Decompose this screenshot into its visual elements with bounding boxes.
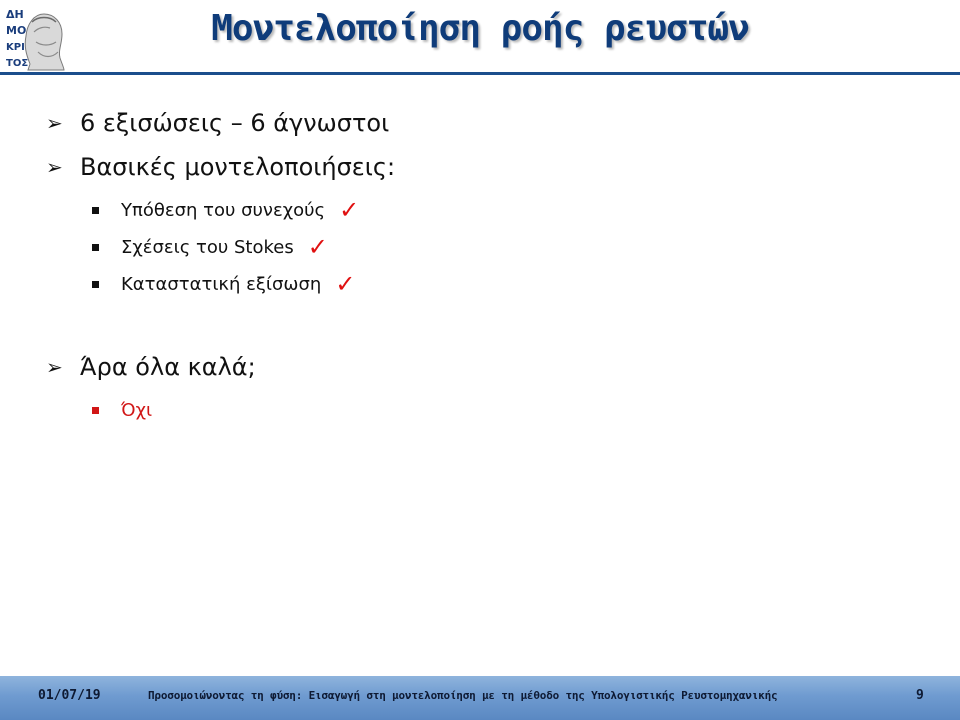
footer-date: 01/07/19 [38,688,101,703]
sub-bullet-item [92,233,328,261]
sub-bullet-item [92,196,359,224]
title-divider [0,72,960,75]
checkmark-icon: ✓ [335,270,356,298]
arrow-bullet-icon: ➢ [46,111,63,135]
bullet-text: Άρα όλα καλά; [80,353,256,381]
page-number: 9 [916,688,924,703]
logo-letters-1: ΔΗ [6,8,24,21]
square-bullet-icon [92,207,99,214]
logo-letters-3: ΚΡΙ [6,42,25,53]
sub-bullet-text: Όχι [121,399,153,421]
bullet-item [46,150,395,184]
arrow-bullet-icon: ➢ [46,355,63,379]
checkmark-icon: ✓ [339,196,360,224]
sub-bullet-item [92,396,152,424]
slide-footer [0,676,960,720]
square-bullet-icon [92,281,99,288]
arrow-bullet-icon: ➢ [46,155,63,179]
footer-title: Προσομοιώνοντας τη φύση: Εισαγωγή στη μοντελοποίηση με τη μέθοδο της Υπολογιστικής Ρευστομηχανικής [148,689,778,702]
sub-bullet-text: Υπόθεση του συνεχούς [121,199,326,221]
bullet-item [46,350,256,384]
slide-title: Μοντελοποίηση ροής ρευστών [211,8,749,49]
checkmark-icon: ✓ [307,233,328,261]
square-bullet-icon [92,244,99,251]
bullet-item [46,106,389,140]
square-bullet-icon [92,407,99,414]
sub-bullet-text: Καταστατική εξίσωση [121,273,322,295]
bullet-text: Βασικές μοντελοποιήσεις: [80,153,396,181]
bullet-text: 6 εξισώσεις – 6 άγνωστοι [80,109,390,137]
logo-letters-2: ΜΟ [6,24,27,37]
logo-letters-4: ΤΟΣ [6,58,29,69]
sub-bullet-text: Σχέσεις του Stokes [121,236,294,258]
sub-bullet-item [92,270,355,298]
